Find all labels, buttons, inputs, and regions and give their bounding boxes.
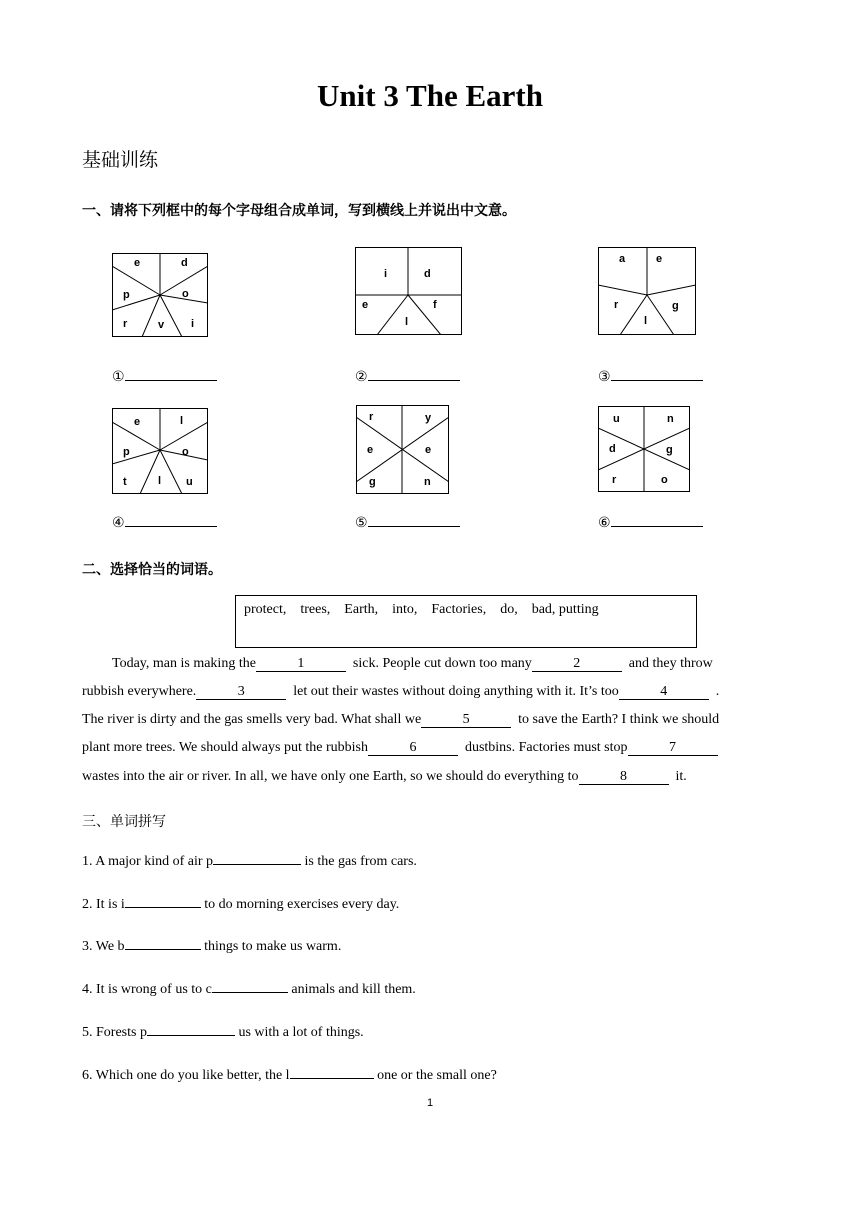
puzzle-letter: i — [191, 318, 195, 330]
puzzle-letter: g — [369, 476, 376, 488]
puzzle-letter: u — [186, 476, 193, 488]
passage-blank-1[interactable]: 1 — [256, 657, 346, 672]
answer-blank-6[interactable]: ⑥ — [598, 514, 703, 531]
answer-blank-4[interactable]: ④ — [112, 514, 217, 531]
passage-blank-7[interactable]: 7 — [628, 741, 718, 756]
letter-puzzle-3 — [598, 247, 696, 335]
letter-puzzle-1 — [112, 253, 208, 337]
puzzle-letter: e — [134, 416, 141, 428]
puzzle-letter: y — [425, 412, 432, 424]
passage-blank-2[interactable]: 2 — [532, 657, 622, 672]
puzzle-letter: i — [384, 268, 388, 280]
spelling-blank-6[interactable] — [290, 1078, 374, 1079]
puzzle-letter: e — [134, 257, 141, 269]
passage-line-5: wastes into the air or river. In all, we have only one Earth, so we should do everything to 8 it. — [82, 769, 687, 784]
passage-blank-8[interactable]: 8 — [579, 770, 669, 785]
puzzle-letter: l — [158, 475, 162, 487]
puzzle-letter: e — [367, 444, 374, 456]
puzzle-letter: e — [656, 253, 663, 265]
puzzle-letter: o — [661, 474, 668, 486]
puzzle-letter: d — [424, 268, 431, 280]
puzzle-letter: p — [123, 446, 130, 458]
puzzle-letter: d — [609, 443, 616, 455]
puzzle-letter: v — [158, 319, 165, 331]
passage-blank-4[interactable]: 4 — [619, 685, 709, 700]
puzzle-letter: r — [612, 474, 617, 486]
answer-blank-2[interactable]: ② — [355, 368, 460, 385]
letter-puzzle-2 — [355, 247, 462, 335]
passage-line-1: Today, man is making the 1 sick. People cut down too many 2 and they throw — [112, 656, 713, 671]
section-title: 基础训练 — [82, 149, 159, 171]
answer-blank-3[interactable]: ③ — [598, 368, 703, 385]
spelling-question-3: 3. We b things to make us warm. — [82, 939, 342, 954]
puzzle-letter: l — [180, 415, 184, 427]
spelling-question-5: 5. Forests p us with a lot of things. — [82, 1025, 364, 1040]
puzzle-letter: o — [182, 288, 189, 300]
puzzle-letter: n — [424, 476, 431, 488]
puzzle-letter: o — [182, 446, 189, 458]
puzzle-letter: r — [123, 318, 128, 330]
passage-line-4: plant more trees. We should always put the rubbish 6 dustbins. Factories must stop 7 — [82, 740, 772, 756]
answer-blank-5[interactable]: ⑤ — [355, 514, 460, 531]
puzzle-letter: g — [672, 300, 679, 312]
spelling-blank-2[interactable] — [125, 907, 201, 908]
puzzle-letter: l — [644, 315, 648, 327]
spelling-blank-3[interactable] — [125, 949, 201, 950]
spelling-blank-1[interactable] — [213, 864, 301, 865]
puzzle-letter: e — [362, 299, 369, 311]
part1-heading: 一、请将下列框中的每个字母组合成单词，写到横线上并说出中文意。 — [82, 203, 516, 219]
spelling-blank-5[interactable] — [147, 1035, 235, 1036]
page-title: Unit 3 The Earth — [317, 78, 543, 113]
passage-blank-5[interactable]: 5 — [421, 713, 511, 728]
part2-heading: 二、选择恰当的词语。 — [82, 562, 222, 578]
word-box — [235, 595, 697, 648]
puzzle-letter: f — [433, 299, 437, 311]
puzzle-letter: e — [425, 444, 432, 456]
spelling-question-2: 2. It is i to do morning exercises every day. — [82, 897, 400, 912]
passage-blank-3[interactable]: 3 — [196, 685, 286, 700]
puzzle-letter: u — [613, 413, 620, 425]
puzzle-letter: r — [614, 299, 619, 311]
puzzle-letter: d — [181, 257, 188, 269]
page-number: 1 — [426, 1097, 434, 1109]
passage-line-2: rubbish everywhere. 3 let out their wastes without doing anything with it. It’s too 4 . — [82, 684, 720, 699]
letter-puzzle-5 — [356, 405, 449, 494]
passage-line-3: The river is dirty and the gas smells very bad. What shall we 5 to save the Earth? I think we should — [82, 712, 720, 727]
puzzle-letter: l — [405, 316, 409, 328]
letter-puzzle-6 — [598, 406, 690, 492]
passage-blank-6[interactable]: 6 — [368, 741, 458, 756]
word-box-text: protect, trees, Earth, into, Factories, do, bad, putting — [244, 602, 599, 617]
spelling-blank-4[interactable] — [212, 992, 288, 993]
puzzle-letter: a — [619, 253, 626, 265]
spelling-question-6: 6. Which one do you like better, the l one or the small one? — [82, 1068, 497, 1083]
spelling-question-1: 1. A major kind of air p is the gas from cars. — [82, 854, 417, 869]
letter-puzzle-4 — [112, 408, 208, 494]
puzzle-letter: n — [667, 413, 674, 425]
part3-heading: 三、单词拼写 — [82, 814, 166, 830]
puzzle-letter: g — [666, 444, 673, 456]
puzzle-letter: r — [369, 411, 374, 423]
answer-blank-1[interactable]: ① — [112, 368, 217, 385]
puzzle-letter: t — [123, 476, 127, 488]
spelling-question-4: 4. It is wrong of us to c animals and kill them. — [82, 982, 416, 997]
puzzle-letter: p — [123, 289, 130, 301]
